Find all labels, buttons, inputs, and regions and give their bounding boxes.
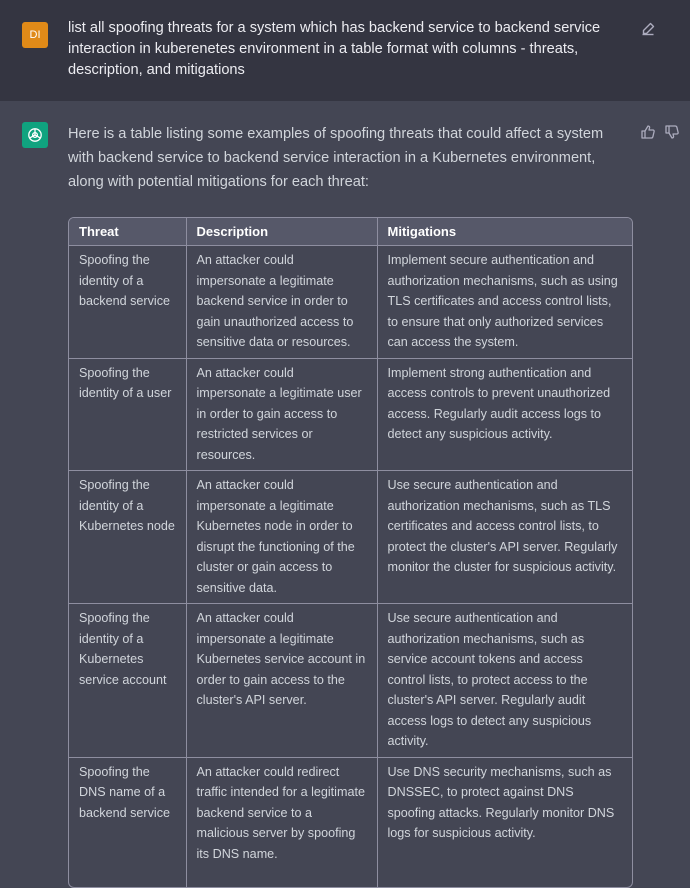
user-avatar: DI [22, 22, 48, 48]
openai-logo-icon [26, 126, 44, 144]
cell-description: An attacker could impersonate a legitimate Kubernetes node in order to disrupt the functioning of the cluster or gain access to sensitive data. [186, 471, 377, 604]
cell-description: An attacker could impersonate a legitimate Kubernetes service account in order to gain access to the cluster's API server. [186, 604, 377, 758]
header-mitigations: Mitigations [377, 218, 632, 246]
table-row [69, 757, 632, 887]
cell-mitigations: Use secure authentication and authorization mechanisms, such as service account tokens and access control lists, to protect access to the cluster's API server. Regularly audit access logs to detect any suspicious activity. [377, 604, 632, 758]
table-row [69, 358, 632, 471]
table-header-row [69, 218, 632, 246]
cell-mitigations: Implement strong authentication and access controls to prevent unauthorized access. Regularly audit access logs to detect any suspicious activity. [377, 358, 632, 471]
threats-table [69, 218, 632, 887]
cell-threat: Spoofing the identity of a Kubernetes node [69, 471, 186, 604]
table-row [69, 604, 632, 758]
user-message-row [0, 0, 690, 101]
assistant-intro-text: Here is a table listing some examples of spoofing threats that could affect a system with backend service to backend service interaction in a Kubernetes environment, along with potential mitigations for each threat: [68, 126, 604, 190]
thumbs-up-icon[interactable] [640, 124, 656, 140]
user-message-text: list all spoofing threats for a system which has backend service to backend service interaction in kuberenetes environment in a table format with columns - threats, description, and mitigations [68, 20, 601, 78]
cell-threat: Spoofing the DNS name of a backend service [69, 757, 186, 887]
assistant-avatar [22, 122, 48, 148]
cell-description: An attacker could impersonate a legitimate user in order to gain access to restricted services or resources. [186, 358, 377, 471]
cell-threat: Spoofing the identity of a Kubernetes service account [69, 604, 186, 758]
edit-icon[interactable] [640, 21, 656, 37]
header-threat: Threat [69, 218, 186, 246]
cell-threat: Spoofing the identity of a user [69, 358, 186, 471]
assistant-message-row [0, 101, 690, 861]
cell-mitigations: Use DNS security mechanisms, such as DNSSEC, to protect against DNS spoofing attacks. Regularly monitor DNS logs for suspicious activity. [377, 757, 632, 887]
thumbs-down-icon[interactable] [664, 124, 680, 140]
table-row [69, 246, 632, 359]
cell-description: An attacker could impersonate a legitimate backend service in order to gain unauthorized access to sensitive data or resources. [186, 246, 377, 359]
cell-mitigations: Use secure authentication and authorization mechanisms, such as TLS certificates and access control lists, to protect the cluster's API server. Regularly monitor the cluster for suspicious activity. [377, 471, 632, 604]
cell-mitigations: Implement secure authentication and authorization mechanisms, such as using TLS certificates and access control lists, to ensure that only authorized services can access the system. [377, 246, 632, 359]
table-row [69, 471, 632, 604]
header-description: Description [186, 218, 377, 246]
threats-table-container [68, 217, 633, 888]
cell-description: An attacker could redirect traffic intended for a legitimate backend service to a malicious server by spoofing its DNS name. [186, 757, 377, 887]
cell-threat: Spoofing the identity of a backend service [69, 246, 186, 359]
